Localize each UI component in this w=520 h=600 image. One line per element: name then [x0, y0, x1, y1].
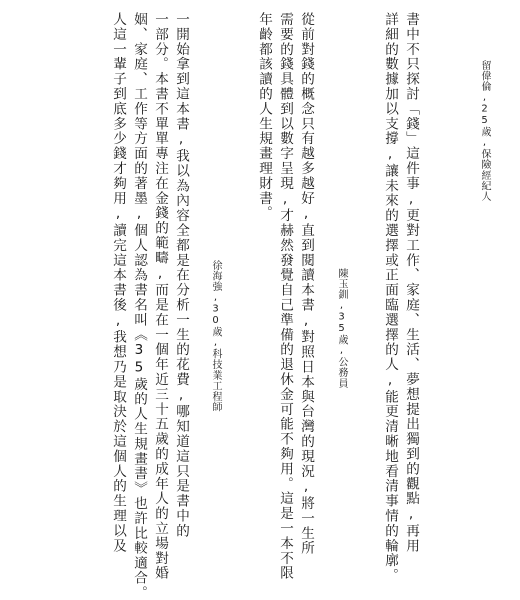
quote-2-attribution: 陳玉釧,35歲,公務員 — [336, 268, 347, 389]
quote-1-attribution: 留偉倫,25歲,保險經紀人 — [479, 60, 490, 202]
quote-3-line-3: 姻、家庭、工作等方面的著墨,個人認為書名叫《35歲的人生規畫書》也許比較適合。 — [131, 12, 147, 600]
quote-1-line-2: 詳細的數據加以支撐,讓未來的選擇或正面臨選擇的人,能更清晰地看清事情的輪廓。 — [382, 12, 398, 583]
quote-3-attribution: 徐海強,30歲,科技業工程師 — [210, 260, 221, 413]
quote-2-line-2: 需要的錢具體到以數字呈現,才赫然發覺自己準備的退休金可能不夠用。這是一本不限 — [277, 12, 293, 581]
quote-3-line-1: 一開始拿到這本書,我以為內容全都是在分析一生的花費,哪知道這只是書中的 — [173, 12, 189, 539]
quote-2-line-3: 年齡都該讀的人生規畫理財書。 — [256, 12, 272, 221]
quote-3-line-2: 一部分。本書不單單專注在金錢的範疇,而是在一個年近三十五歲的成年人的立場對婚 — [152, 12, 168, 581]
quote-2-line-1: 從前對錢的概念只有越多越好,直到閱讀本書,對照日本與台灣的現況,將一生所 — [298, 12, 314, 556]
quote-3-line-4: 人這一輩子到底多少錢才夠用,讀完這本書後,我想乃是取決於這個人的生理以及 — [110, 12, 126, 554]
quote-1-line-1: 書中不只探討「錢」這件事,更對工作、家庭、生活、夢想提出獨到的觀點,再用 — [403, 12, 419, 554]
